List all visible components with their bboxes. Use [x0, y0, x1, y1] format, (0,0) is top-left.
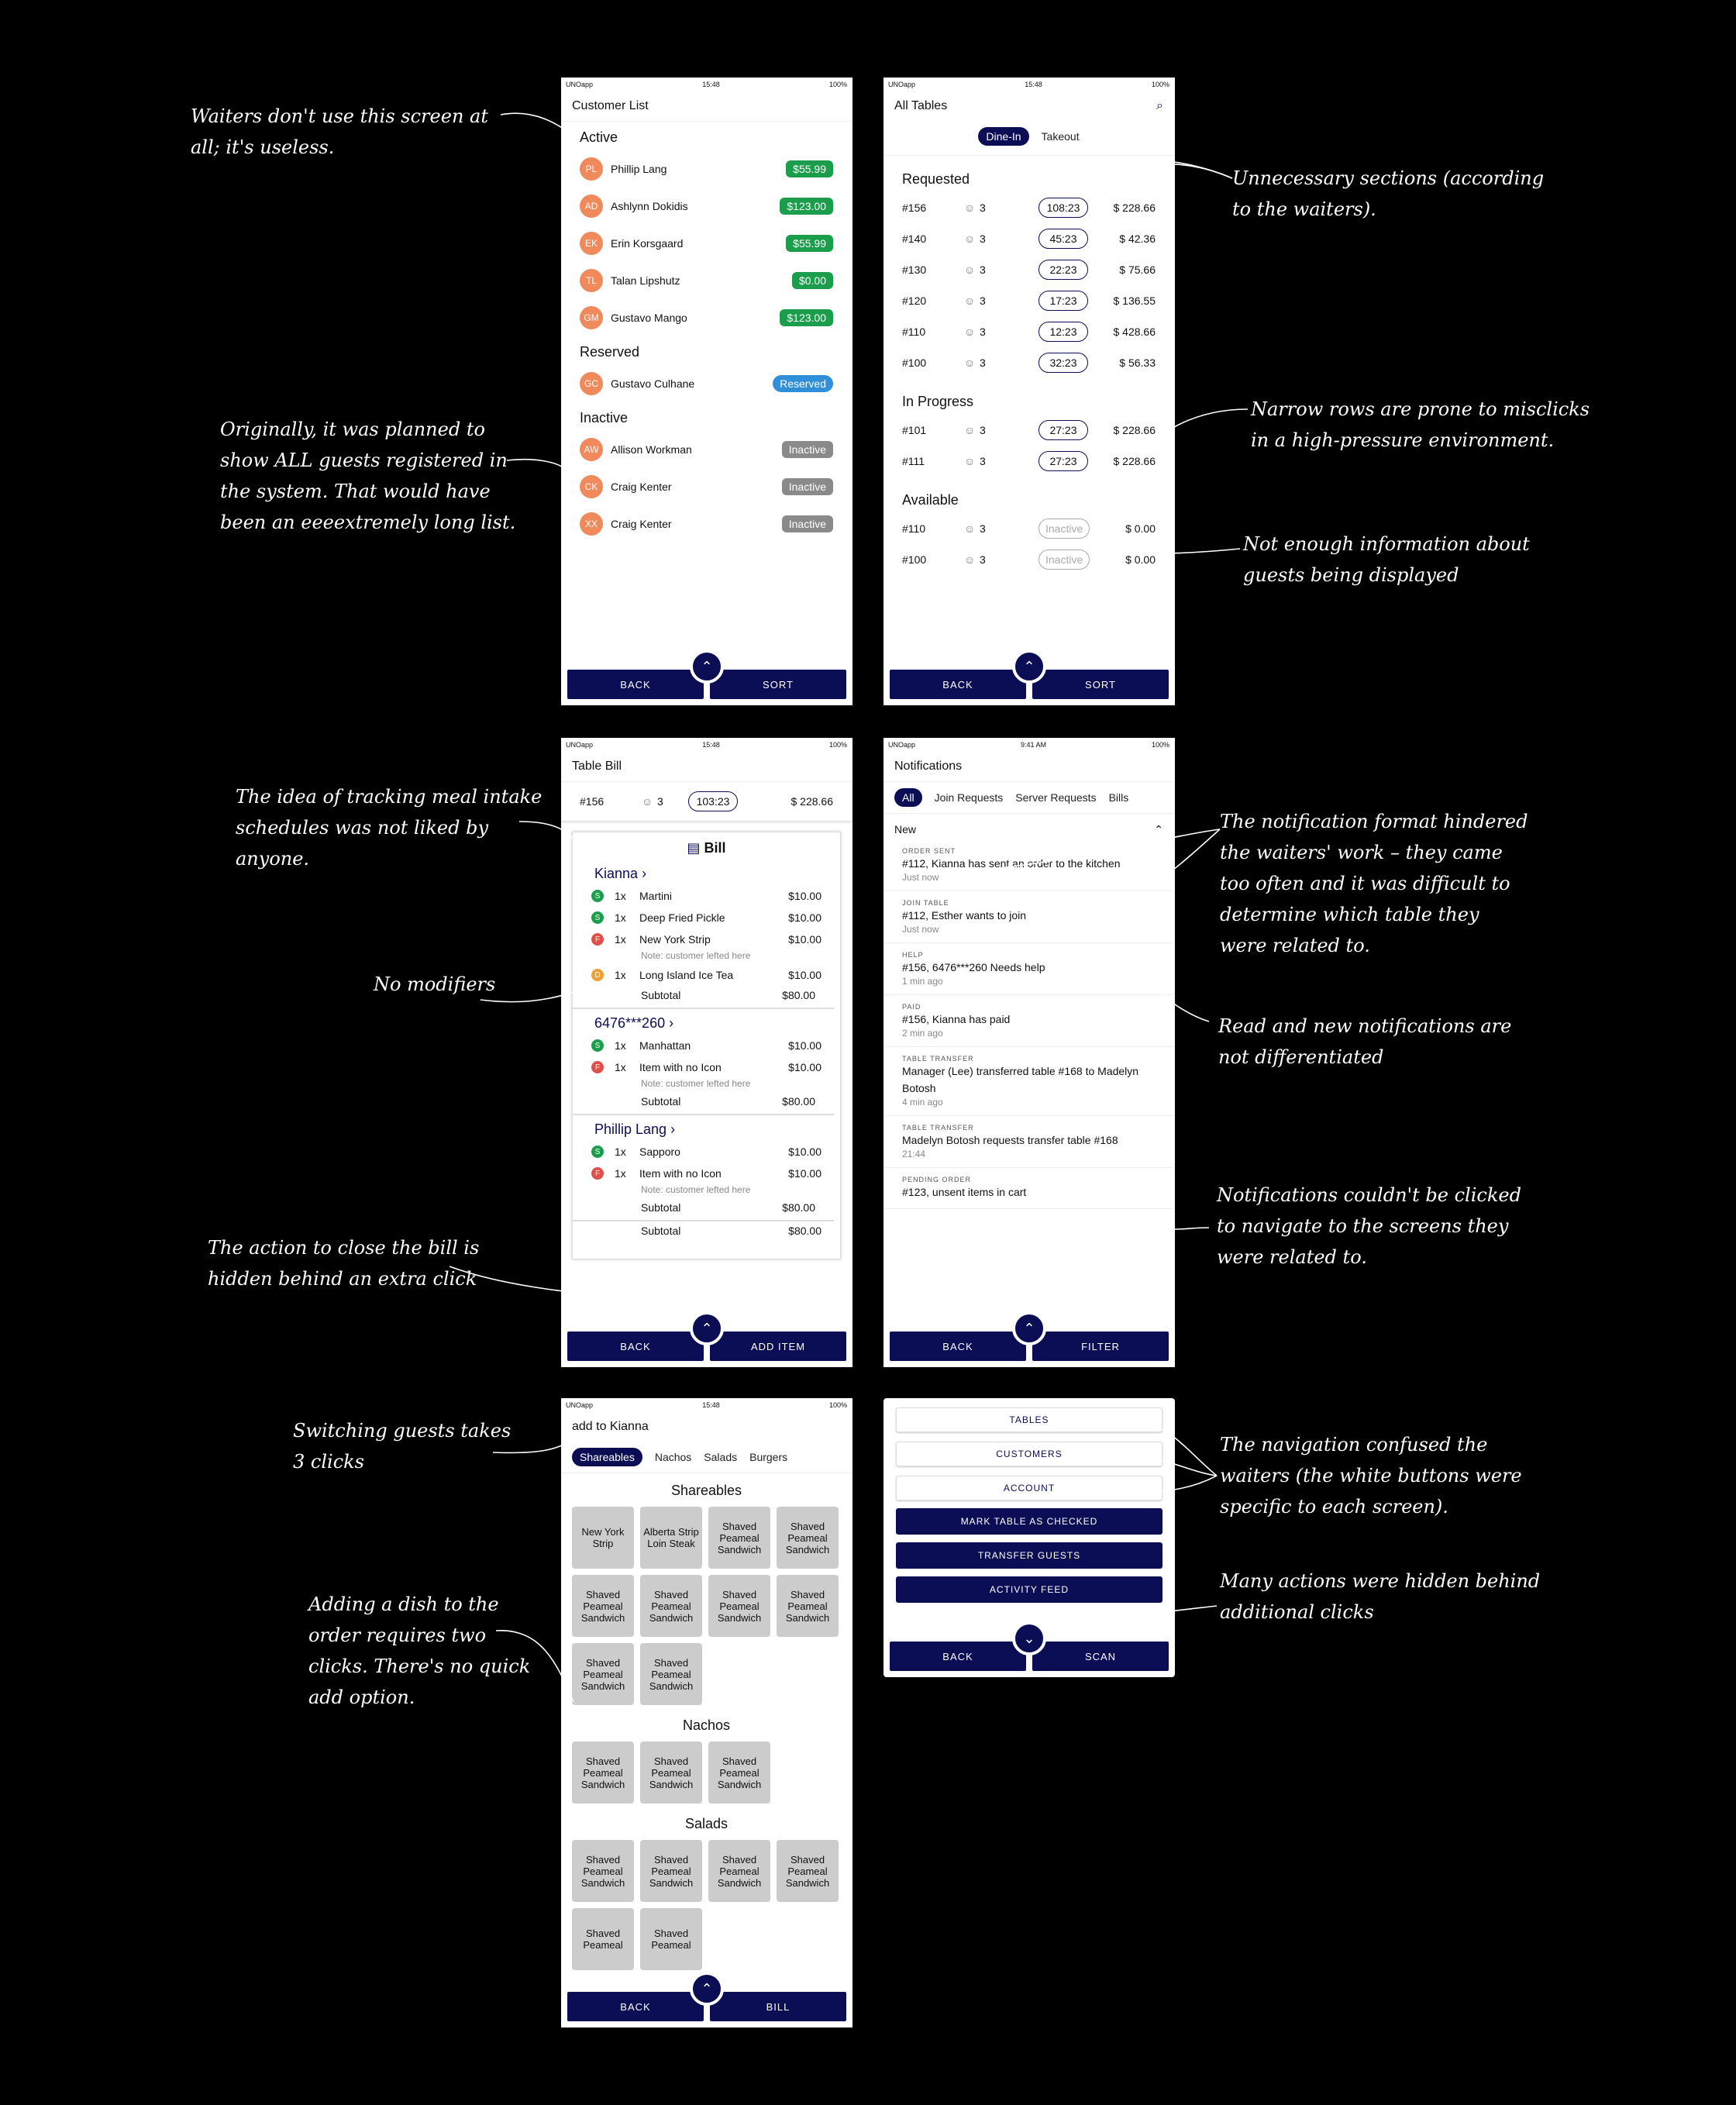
item-name: Deep Fried Pickle [639, 911, 725, 924]
category-heading: Nachos [682, 1717, 731, 1733]
notification-time: 2 min ago [902, 1028, 943, 1039]
guest-count: 3 [980, 264, 986, 276]
table-amount: $ 56.33 [1119, 357, 1156, 369]
status-badge: $55.99 [786, 235, 833, 252]
item-qty: 1x [615, 1146, 626, 1158]
guest-count: 3 [980, 202, 986, 214]
guest-count: 3 [980, 455, 986, 467]
guest-count: 3 [980, 553, 986, 566]
table-timer: 17:23 [1038, 291, 1088, 311]
item-name: Manhattan [639, 1039, 691, 1052]
guest-name: Kianna [594, 866, 639, 881]
guests-icon: ☺ [964, 455, 976, 467]
notification-time: 4 min ago [902, 1097, 943, 1108]
arrow [1147, 1425, 1217, 1476]
menu-item-tile[interactable]: Shaved Peameal Sandwich [708, 1575, 770, 1637]
tab-dine-in[interactable]: Dine-In [978, 127, 1028, 146]
item-price: $10.00 [788, 1146, 822, 1158]
customer-name: Talan Lipshutz [611, 274, 680, 287]
table-number: #101 [902, 424, 927, 436]
annotation: Not enough information about guests being displayed [1243, 533, 1530, 586]
guest-name: Phillip Lang [594, 1121, 667, 1137]
item-price: $10.00 [788, 911, 822, 924]
item-price: $10.00 [788, 969, 822, 981]
tab-all[interactable]: All [894, 788, 922, 807]
table-amount: $ 42.36 [1119, 233, 1156, 245]
table-timer: 32:23 [1038, 353, 1088, 373]
carrier: UNOapp [566, 741, 594, 749]
arrow [1042, 1606, 1217, 1621]
tab-takeout[interactable]: Takeout [1041, 130, 1080, 143]
item-type-icon: D [591, 969, 604, 981]
status-badge: Inactive [782, 515, 833, 532]
item-qty: 1x [615, 890, 626, 902]
menu-item-tile[interactable]: Shaved Peameal [572, 1908, 634, 1970]
chevron-down-icon: ⌄ [1023, 1630, 1035, 1646]
table-timer: 22:23 [1038, 260, 1088, 280]
bill-button[interactable]: BILL [710, 1992, 846, 2021]
arrow [1066, 955, 1209, 1021]
table-number: #110 [902, 522, 926, 535]
chevron-right-icon: › [665, 1015, 674, 1031]
notification-text: #156, Kianna has paid [902, 1013, 1011, 1025]
item-qty: 1x [615, 1167, 626, 1180]
notification-text: #123, unsent items in cart [902, 1186, 1027, 1198]
title-text: All Tables [894, 99, 948, 112]
avatar: TL [580, 269, 603, 292]
customer-name: Gustavo Culhane [611, 377, 695, 390]
item-qty: 1x [615, 1039, 626, 1052]
item-name: Item with no Icon [639, 1167, 722, 1180]
sort-button[interactable]: SORT [710, 670, 846, 699]
item-qty: 1x [615, 933, 626, 946]
back-button[interactable]: BACK [890, 1332, 1026, 1361]
arrow [496, 1631, 574, 1702]
item-qty: 1x [615, 969, 626, 981]
tab-burgers[interactable]: Burgers [749, 1451, 788, 1463]
status-badge: Reserved [773, 375, 833, 392]
menu-item-tile[interactable]: Shaved Peameal Sandwich [572, 1575, 634, 1637]
arrow [507, 460, 566, 470]
notification-kind: PAID [902, 1003, 921, 1011]
table-number: #130 [902, 264, 927, 276]
notification-kind: TABLE TRANSFER [902, 1055, 974, 1063]
section-in-progress: In Progress [902, 394, 974, 409]
subtotal-value: $80.00 [782, 1095, 815, 1108]
item-type-icon: S [591, 890, 604, 902]
receipt-icon: ▤ [687, 840, 701, 856]
notification-text: #156, 6476***260 Needs help [902, 961, 1045, 973]
menu-item-tile[interactable]: Shaved Peameal Sandwich [572, 1742, 634, 1804]
notification-text: #112, Esther wants to join [902, 909, 1027, 922]
item-type-icon: F [591, 1061, 604, 1073]
notification-time: 1 min ago [902, 976, 943, 987]
item-price: $10.00 [788, 1039, 822, 1052]
item-note: Note: customer lefted here [641, 950, 751, 961]
battery: 100% [828, 81, 847, 88]
nav-button[interactable]: CUSTOMERS [896, 1442, 1162, 1466]
table-number: #140 [902, 233, 927, 245]
avatar: XX [580, 512, 603, 536]
arrow [480, 978, 612, 1002]
annotation: The notification format hindered the waiters' work – they came too often and it was difficult to determine which table they were related to. [1220, 811, 1528, 956]
notification-kind: ORDER SENT [902, 847, 956, 855]
menu-item-tile[interactable]: Shaved Peameal Sandwich [572, 1840, 634, 1902]
annotation: Waiters don't use this screen at all; it's useless. [191, 105, 488, 158]
bill-label: Bill [704, 840, 726, 856]
item-name: Item with no Icon [639, 1061, 722, 1073]
battery: 100% [828, 741, 847, 749]
status-badge: Inactive [782, 441, 833, 458]
back-button[interactable]: BACK [890, 670, 1026, 699]
guests-icon: ☺ [964, 424, 976, 436]
arrow [519, 822, 584, 891]
item-type-icon: S [591, 1039, 604, 1052]
menu-item-tile[interactable]: New York Strip [572, 1507, 634, 1569]
annotation: Many actions were hidden behind additional clicks [1220, 1570, 1541, 1623]
table-timer: 27:23 [1038, 420, 1088, 440]
section-available: Available [902, 492, 959, 508]
item-price: $10.00 [788, 933, 822, 946]
tab-shareables[interactable]: Shareables [572, 1448, 642, 1466]
table-amount: $ 136.55 [1113, 295, 1156, 307]
table-amount: $ 0.00 [1125, 553, 1156, 566]
table-amount: $ 0.00 [1125, 522, 1156, 535]
table-number: #156 [902, 202, 927, 214]
arrow [972, 829, 1220, 871]
chevron-right-icon: › [638, 866, 647, 881]
notification-text: Manager (Lee) transferred table #168 to Madelyn Botosh [902, 1065, 1139, 1094]
chevron-right-icon: › [666, 1121, 676, 1137]
table-amount: $ 428.66 [1113, 326, 1156, 338]
annotation: Notifications couldn't be clicked to navigate to the screens they were related to. [1217, 1184, 1521, 1268]
chevron-up-icon: ⌃ [1154, 823, 1163, 835]
subtotal-label: Subtotal [641, 1095, 681, 1108]
notification-kind: TABLE TRANSFER [902, 1124, 974, 1132]
page-title: Customer List [561, 91, 852, 122]
table-timer: 27:23 [1038, 451, 1088, 471]
menu-item-tile[interactable]: Shaved Peameal Sandwich [640, 1840, 702, 1902]
item-note: Note: customer lefted here [641, 1184, 751, 1195]
tab-salads[interactable]: Salads [704, 1451, 738, 1463]
arrow [1152, 1226, 1209, 1229]
notification-time: 21:44 [902, 1149, 926, 1159]
menu-item-tile[interactable]: Shaved Peameal Sandwich [777, 1840, 839, 1902]
subtotal-label: Subtotal [641, 989, 681, 1001]
avatar: GC [580, 372, 603, 395]
annotation: The navigation confused the waiters (the white buttons were specific to each screen). [1220, 1434, 1522, 1518]
action-button[interactable]: TRANSFER GUESTS [896, 1542, 1162, 1569]
arrow [1139, 409, 1248, 457]
battery: 100% [1151, 741, 1169, 749]
filter-button[interactable]: FILTER [1032, 1332, 1169, 1361]
customer-name: Craig Kenter [611, 481, 672, 493]
guest-count: 3 [657, 795, 663, 808]
menu-item-tile[interactable]: Shaved Peameal Sandwich [640, 1575, 702, 1637]
guests-icon: ☺ [964, 326, 976, 338]
chevron-up-icon: ⌃ [1023, 658, 1035, 674]
annotation: Read and new notifications are not differentiated [1218, 1015, 1512, 1068]
clock: 15:48 [702, 1401, 720, 1409]
arrow [493, 1438, 574, 1452]
action-button[interactable]: MARK TABLE AS CHECKED [896, 1508, 1162, 1535]
menu-item-tile[interactable]: Shaved Peameal Sandwich [708, 1840, 770, 1902]
group-label: New [894, 823, 917, 835]
guest-count: 3 [980, 295, 986, 307]
carrier: UNOapp [566, 81, 594, 88]
table-timer: Inactive [1038, 550, 1090, 570]
guest-name: 6476***260 [594, 1015, 666, 1031]
category-heading: Salads [684, 1816, 728, 1831]
category-heading: Shareables [670, 1483, 742, 1498]
menu-item-tile[interactable]: Shaved Peameal Sandwich [640, 1742, 702, 1804]
back-button[interactable]: BACK [567, 670, 704, 699]
guests-icon: ☺ [642, 795, 653, 808]
battery: 100% [1151, 81, 1169, 88]
tab-server-requests[interactable]: Server Requests [1015, 791, 1097, 804]
section-requested: Requested [902, 171, 970, 187]
notification-time: Just now [902, 872, 939, 883]
carrier: UNOapp [888, 741, 916, 749]
notification-kind: HELP [902, 951, 924, 959]
avatar: EK [580, 232, 603, 255]
guests-icon: ☺ [964, 202, 976, 214]
table-number: #156 [580, 795, 604, 808]
avatar: AD [580, 195, 603, 218]
customer-name: Allison Workman [611, 443, 692, 456]
annotation: No modifiers [374, 973, 496, 995]
subtotal-value: $80.00 [782, 1201, 815, 1214]
menu-item-tile[interactable]: Shaved Peameal Sandwich [708, 1507, 770, 1569]
action-button[interactable]: ACTIVITY FEED [896, 1576, 1162, 1603]
annotation: The idea of tracking meal intake schedules was not liked by anyone. [236, 786, 542, 870]
table-amount: $ 228.66 [1113, 455, 1156, 467]
chevron-up-icon: ⌃ [701, 658, 713, 674]
item-name: New York Strip [639, 933, 711, 946]
status-badge: $0.00 [792, 272, 833, 289]
table-amount: $ 228.66 [1113, 202, 1156, 214]
total-value: $80.00 [788, 1225, 822, 1237]
carrier: UNOapp [888, 81, 916, 88]
menu-item-tile[interactable]: Shaved Peameal Sandwich [708, 1742, 770, 1804]
guests-icon: ☺ [964, 357, 976, 369]
notification-text: Madelyn Botosh requests transfer table #168 [902, 1134, 1118, 1146]
tab-nachos[interactable]: Nachos [654, 1451, 692, 1463]
menu-item-tile[interactable]: Shaved Peameal Sandwich [640, 1643, 702, 1705]
sort-button[interactable]: SORT [1032, 670, 1169, 699]
guests-icon: ☺ [964, 264, 976, 276]
back-button[interactable]: BACK [567, 1332, 704, 1361]
table-timer: 108:23 [1038, 198, 1088, 218]
arrow [450, 1266, 698, 1304]
section-reserved: Reserved [580, 344, 640, 360]
table-amount: $ 75.66 [1119, 264, 1156, 276]
table-number: #120 [902, 295, 927, 307]
customer-name: Gustavo Mango [611, 312, 687, 324]
customer-name: Craig Kenter [611, 518, 672, 530]
item-name: Sapporo [639, 1146, 680, 1158]
notification-kind: PENDING ORDER [902, 1176, 972, 1183]
tab-join-requests[interactable]: Join Requests [934, 791, 1004, 804]
item-type-icon: F [591, 1167, 604, 1180]
arrow [501, 113, 577, 138]
search-icon[interactable]: ⌕ [1156, 99, 1163, 112]
battery: 100% [828, 1401, 847, 1409]
page-title: add to Kianna [572, 1420, 649, 1433]
item-type-icon: F [591, 933, 604, 946]
annotation: Narrow rows are prone to misclicks in a high-pressure environment. [1251, 398, 1590, 451]
avatar: GM [580, 306, 603, 329]
clock: 15:48 [702, 81, 720, 88]
arrow [1023, 530, 1240, 553]
chevron-up-icon: ⌃ [701, 1320, 713, 1336]
arrow [1000, 164, 1232, 209]
item-qty: 1x [615, 1061, 626, 1073]
scan-button[interactable]: SCAN [1032, 1642, 1169, 1671]
clock: 15:48 [1025, 81, 1042, 88]
table-timer: 103:23 [688, 791, 738, 811]
customer-name: Erin Korsgaard [611, 237, 684, 250]
item-name: Long Island Ice Tea [639, 969, 734, 981]
annotation: Originally, it was planned to show ALL guests registered in the system. That would have been an eeeextremely long list. [220, 419, 516, 533]
menu-item-tile[interactable]: Shaved Peameal [640, 1908, 702, 1970]
item-price: $10.00 [788, 890, 822, 902]
annotation: The action to close the bill is hidden behind an extra click [208, 1237, 480, 1290]
section-inactive: Inactive [580, 410, 629, 425]
clock: 15:48 [702, 741, 720, 749]
back-button[interactable]: BACK [567, 1992, 704, 2021]
guest-count: 3 [980, 233, 986, 245]
page-title: Table Bill [561, 752, 852, 782]
arrow [1136, 829, 1220, 890]
nav-button[interactable]: ACCOUNT [896, 1476, 1162, 1500]
item-price: $10.00 [788, 1167, 822, 1180]
avatar: PL [580, 157, 603, 181]
table-number: #110 [902, 326, 926, 338]
notification-time: Just now [902, 924, 939, 935]
annotation: Switching guests takes 3 clicks [293, 1420, 512, 1473]
guests-icon: ☺ [964, 553, 976, 566]
table-timer: 45:23 [1038, 229, 1088, 249]
guest-count: 3 [980, 357, 986, 369]
item-qty: 1x [615, 911, 626, 924]
avatar: AW [580, 438, 603, 461]
table-amount: $ 228.66 [1113, 424, 1156, 436]
notification-kind: JOIN TABLE [902, 899, 949, 907]
carrier: UNOapp [566, 1401, 594, 1409]
table-timer: Inactive [1038, 518, 1090, 539]
total-label: Subtotal [641, 1225, 681, 1237]
back-button[interactable]: BACK [890, 1642, 1026, 1671]
tab-bills[interactable]: Bills [1108, 791, 1129, 804]
annotation: Adding a dish to the order requires two clicks. There's no quick add option. [308, 1593, 531, 1708]
guest-count: 3 [980, 326, 986, 338]
item-price: $10.00 [788, 1061, 822, 1073]
chevron-up-icon: ⌃ [701, 1980, 713, 1996]
chevron-up-icon: ⌃ [1023, 1320, 1035, 1336]
subtotal-value: $80.00 [782, 989, 815, 1001]
item-type-icon: S [591, 911, 604, 924]
table-number: #100 [902, 357, 927, 369]
menu-item-tile[interactable]: Shaved Peameal Sandwich [777, 1507, 839, 1569]
annotation: Unnecessary sections (according to the waiters). [1232, 167, 1545, 220]
status-badge: $123.00 [780, 198, 833, 215]
status-badge: $123.00 [780, 309, 833, 326]
guests-icon: ☺ [964, 233, 976, 245]
menu-item-tile[interactable]: Shaved Peameal Sandwich [777, 1575, 839, 1637]
menu-item-tile[interactable]: Alberta Strip Loin Steak [640, 1507, 702, 1569]
notification-text: #112, Kianna has sent an order to the kitchen [902, 857, 1121, 870]
customer-name: Phillip Lang [611, 163, 667, 175]
guests-icon: ☺ [964, 295, 976, 307]
status-badge: $55.99 [786, 160, 833, 177]
item-note: Note: customer lefted here [641, 1078, 751, 1089]
table-amount: $ 228.66 [790, 795, 833, 808]
section-active: Active [580, 129, 618, 145]
arrow [1144, 1476, 1217, 1493]
guests-icon: ☺ [964, 522, 976, 535]
item-type-icon: S [591, 1146, 604, 1158]
menu-item-tile[interactable]: Shaved Peameal Sandwich [572, 1643, 634, 1705]
table-number: #111 [902, 455, 925, 467]
table-number: #100 [902, 553, 927, 566]
avatar: CK [580, 475, 603, 498]
nav-button[interactable]: TABLES [896, 1407, 1162, 1432]
customer-name: Ashlynn Dokidis [611, 200, 688, 212]
clock: 9:41 AM [1020, 741, 1046, 749]
guest-count: 3 [980, 424, 986, 436]
status-badge: Inactive [782, 478, 833, 495]
guest-count: 3 [980, 522, 986, 535]
item-name: Martini [639, 890, 673, 902]
page-title: Notifications [884, 752, 1174, 782]
add-item-button[interactable]: ADD ITEM [710, 1332, 846, 1361]
subtotal-label: Subtotal [641, 1201, 681, 1214]
table-timer: 12:23 [1038, 322, 1088, 342]
